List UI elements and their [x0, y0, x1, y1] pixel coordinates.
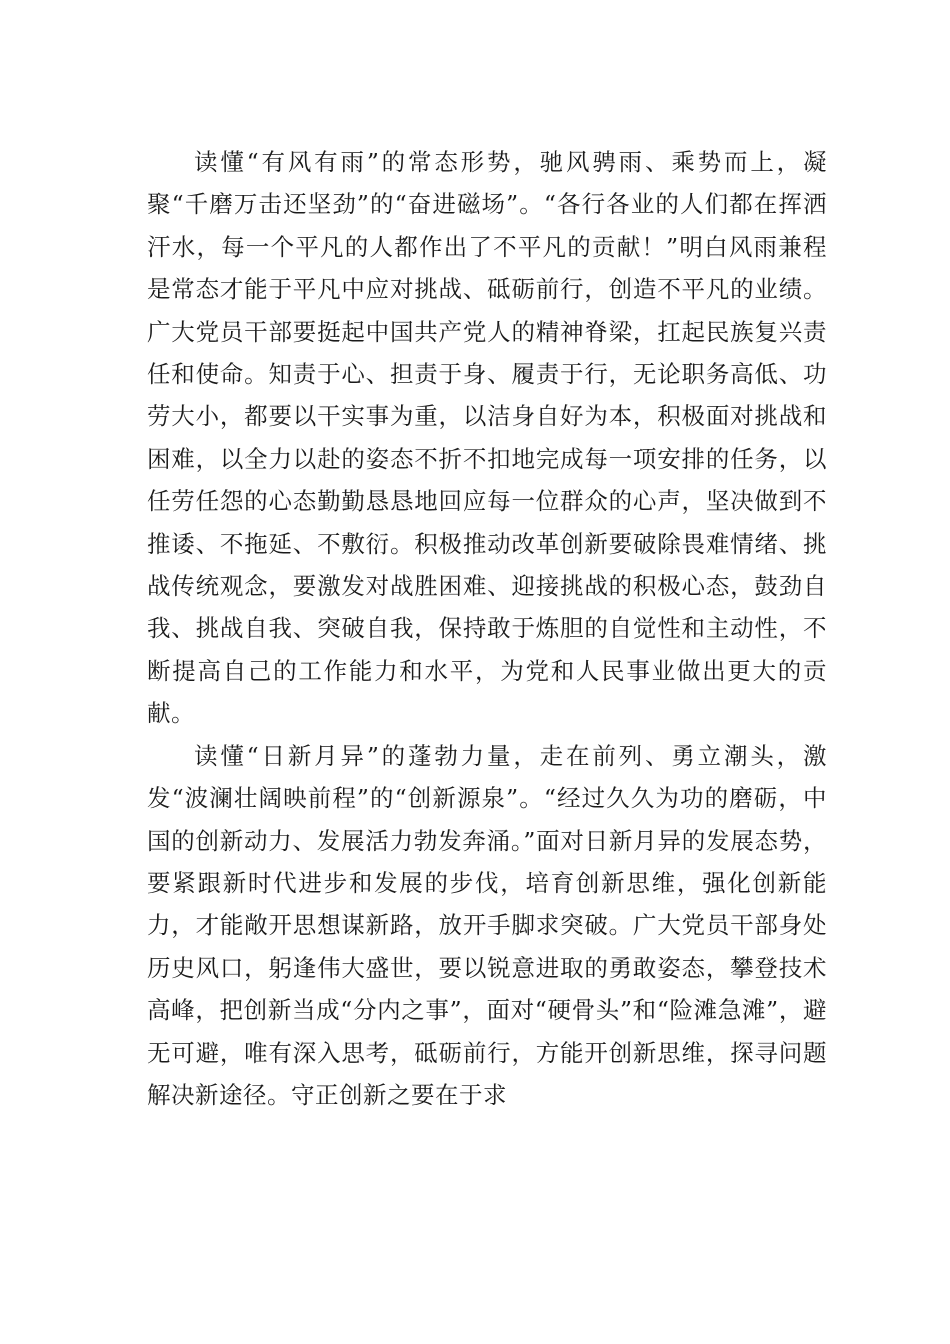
document-body [147, 141, 827, 1116]
paragraph-2: 读懂“日新月异”的蓬勃力量，走在前列、勇立潮头，激发“波澜壮阔映前程”的“创新源泉”。“经过久久为功的磨砺，中国的创新动力、发展活力勃发奔涌。”面对日新月异的发展态势，要紧跟新时代进步和发展的步伐，培育创新思维，强化创新能力，才能敞开思想谋新路，放开手脚求突破。广大党员干部身处历史风口，躬逢伟大盛世，要以锐意进取的勇敢姿态，攀登技术高峰，把创新当成“分内之事”，面对“硬骨头”和“险滩急滩”，避无可避，唯有深入思考，砥砺前行，方能开创新思维，探寻问题解决新途径。守正创新之要在于求 [147, 741, 827, 1109]
paragraph-1: 读懂“有风有雨”的常态形势，驰风骋雨、乘势而上，凝聚“千磨万击还坚劲”的“奋进磁场”。“各行各业的人们都在挥洒汗水，每一个平凡的人都作出了不平凡的贡献！”明白风雨兼程是常态才能于平凡中应对挑战、砥砺前行，创造不平凡的业绩。广大党员干部要挺起中国共产党人的精神脊梁，扛起民族复兴责任和使命。知责于心、担责于身、履责于行，无论职务高低、功劳大小，都要以干实事为重，以洁身自好为本，积极面对挑战和困难，以全力以赴的姿态不折不扣地完成每一项安排的任务，以任劳任怨的心态勤勤恳恳地回应每一位群众的心声，坚决做到不推诿、不拖延、不敷衍。积极推动改革创新要破除畏难情绪、挑战传统观念，要激发对战胜困难、迎接挑战的积极心态，鼓劲自我、挑战自我、突破自我，保持敢于炼胆的自觉性和主动性，不断提高自己的工作能力和水平，为党和人民事业做出更大的贡献。 [147, 148, 827, 728]
